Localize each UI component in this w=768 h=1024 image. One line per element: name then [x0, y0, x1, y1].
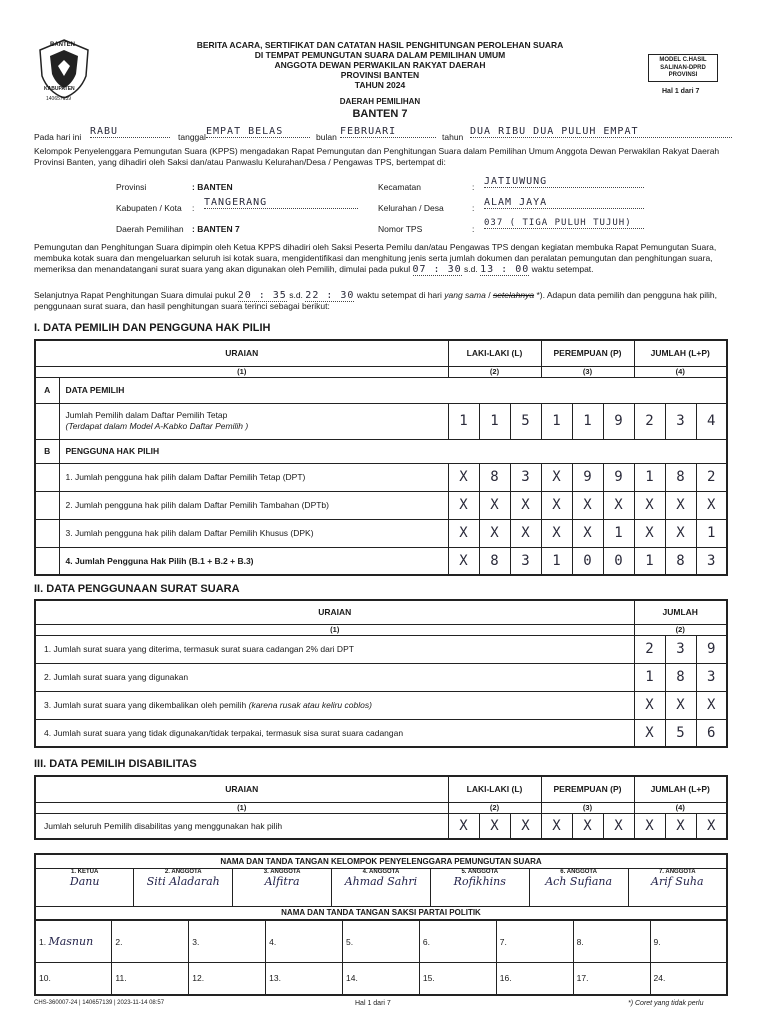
saksi-sig-title: NAMA DAN TANDA TANGAN SAKSI PARTAI POLITIK — [35, 906, 727, 920]
s3-head-p: PEREMPUAN (P) — [541, 776, 634, 802]
s3-digit: X — [603, 813, 634, 839]
s3-digit: X — [541, 813, 572, 839]
end-time: 13 : 00 — [480, 264, 530, 275]
s2-row-text-cell — [35, 691, 634, 719]
hari-value: RABU — [90, 126, 170, 138]
s1-b-digit: X — [665, 519, 696, 547]
s1-b-digit: 1 — [634, 463, 665, 491]
intro-line — [34, 126, 734, 146]
daerah-value: BANTEN 7 — [352, 108, 408, 120]
saksi-cell — [496, 921, 573, 963]
s1-b-digit: 0 — [603, 547, 634, 575]
s2-digit: 1 — [634, 663, 665, 691]
kecamatan-value: JATIUWUNG — [484, 176, 644, 188]
header-line-4: PROVINSI BANTEN — [340, 70, 420, 80]
s3-head-uraian: URAIAN — [35, 776, 448, 802]
s1-b-digit: X — [510, 519, 541, 547]
kpps-role: 5. ANGGOTA — [461, 868, 499, 875]
s1-b-label: B — [35, 439, 59, 463]
s1-b-digit: 1 — [541, 547, 572, 575]
kpps-signature: Ach Sufiana — [545, 874, 613, 888]
saksi-cell — [650, 963, 727, 995]
s3-digit: X — [572, 813, 603, 839]
saksi-num: 14. — [346, 973, 358, 984]
section1-title: I. DATA PEMILIH DAN PENGGUNA HAK PILIH — [34, 322, 271, 334]
s1-b-row — [35, 463, 727, 491]
bulan-value: FEBRUARI — [340, 126, 436, 138]
s3-row-text: Jumlah seluruh Pemilih disabilitas yang menggunakan hak pilih — [35, 813, 448, 839]
s2-row — [35, 719, 727, 747]
kelurahan-colon: : — [472, 203, 475, 213]
model-line-2: SALINAN-DPRD — [660, 64, 706, 71]
saksi-cell — [419, 921, 496, 963]
body-paragraph-1 — [34, 242, 734, 275]
s1-b-digit: X — [479, 519, 510, 547]
s1-num-4: (4) — [634, 366, 727, 377]
kabupaten-label: Kabupaten / Kota — [116, 203, 182, 213]
s3-digit: X — [448, 813, 479, 839]
saksi-num: 11. — [115, 973, 127, 984]
signature-table — [34, 853, 728, 921]
kabupaten-colon: : — [192, 203, 195, 213]
kpps-role: 6. ANGGOTA — [560, 868, 597, 875]
provinsi-label: Provinsi — [116, 182, 147, 192]
s1-b-digit: X — [603, 491, 634, 519]
saksi-num: 4. — [269, 936, 277, 947]
s3-digit: X — [696, 813, 727, 839]
s1-a-row — [35, 403, 727, 439]
s1-b-digit: 8 — [665, 463, 696, 491]
s2-row-text: 1. Jumlah surat suara yang diterima, termasuk surat suara cadangan 2% dari DPT — [35, 635, 634, 663]
s1-b-digit: X — [510, 491, 541, 519]
s2-digit: X — [665, 691, 696, 719]
s1-b-digit: X — [448, 491, 479, 519]
dapil-value: : BANTEN 7 — [192, 224, 240, 234]
s1-b-digit: 2 — [696, 463, 727, 491]
kpps-signature: Ahmad Sahri — [344, 874, 418, 888]
s1-num-2: (2) — [448, 366, 541, 377]
s1-b-row-text: 4. Jumlah Pengguna Hak Pilih (B.1 + B.2 + B.3) — [59, 547, 448, 575]
section1-table — [34, 339, 728, 576]
s1-b-digit: X — [448, 547, 479, 575]
s2-row-text: 4. Jumlah surat suara yang tidak digunakan/tidak terpakai, termasuk sisa surat suara cadangan — [35, 719, 634, 747]
daerah-label: DAERAH PEMILIHAN — [339, 97, 421, 106]
saksi-cell — [35, 921, 112, 963]
para2-a: Selanjutnya Rapat Penghitungan Suara dimulai pukul — [34, 290, 236, 300]
s1-b-digit: X — [572, 491, 603, 519]
s3-num-1: (1) — [35, 802, 448, 813]
s3-head-j: JUMLAH (L+P) — [634, 776, 727, 802]
s1-a-row-text: Jumlah Pemilih dalam Daftar Pemilih Tetap — [65, 410, 228, 420]
s1-a-digit: 9 — [603, 403, 634, 439]
s1-a-label: A — [35, 377, 59, 403]
s2-digit: X — [634, 691, 665, 719]
s3-head-l: LAKI-LAKI (L) — [448, 776, 541, 802]
s1-a-title: DATA PEMILIH — [59, 377, 727, 403]
kpps-sig-row — [35, 868, 727, 906]
s1-b-digit: 9 — [572, 463, 603, 491]
kpps-role: 2. ANGGOTA — [164, 868, 202, 875]
s1-b-digit: 3 — [510, 547, 541, 575]
waktu-setempat: waktu setempat. — [531, 264, 594, 274]
logo-code: 140657139 — [46, 96, 72, 102]
para2-e: *). Adapun data pemilih dan pengguna hak pilih, penggunaan surat suara, dan hasil penghitungan suara terinci sebagai berikut: — [34, 290, 717, 311]
saksi-cell — [496, 963, 573, 995]
s1-head-j: JUMLAH (L+P) — [634, 340, 727, 366]
s1-a-digit: 1 — [572, 403, 603, 439]
s1-b-row — [35, 491, 727, 519]
s2-row — [35, 635, 727, 663]
model-line-3: PROVINSI — [668, 72, 698, 78]
saksi-cell — [189, 921, 266, 963]
tanggal-value: EMPAT BELAS — [206, 126, 310, 138]
saksi-table — [34, 920, 728, 996]
s1-b-row — [35, 519, 727, 547]
s3-digit: X — [510, 813, 541, 839]
s2-digit: 8 — [665, 663, 696, 691]
s2-num-1: (1) — [35, 624, 634, 635]
sd-1: s.d. — [464, 264, 478, 274]
kpps-sig-cell — [332, 868, 431, 906]
s1-b-digit: X — [448, 463, 479, 491]
model-line-1: MODEL C.HASIL — [659, 57, 707, 63]
saksi-cell — [112, 921, 189, 963]
saksi-cell — [419, 963, 496, 995]
page-number-top: Hal 1 dari 7 — [662, 88, 700, 95]
kpps-signature: Arif Suha — [651, 874, 704, 888]
saksi-cell — [189, 963, 266, 995]
s1-num-3: (3) — [541, 366, 634, 377]
para2-c: yang sama — [444, 290, 486, 300]
saksi-cell — [343, 921, 420, 963]
s1-b-digit: 3 — [510, 463, 541, 491]
s1-head-l: LAKI-LAKI (L) — [448, 340, 541, 366]
s1-b-empty — [35, 491, 59, 519]
kpps-signature: Danu — [69, 874, 100, 888]
s1-b-digit: 1 — [634, 547, 665, 575]
model-box — [648, 54, 718, 82]
s1-a-row-note: (Terdapat dalam Model A-Kabko Daftar Pemilih ) — [65, 421, 249, 431]
s1-b-row-text: 3. Jumlah pengguna hak pilih dalam Daftar Pemilih Khusus (DPK) — [59, 519, 448, 547]
s1-head-p: PEREMPUAN (P) — [541, 340, 634, 366]
s2-head-uraian: URAIAN — [35, 600, 634, 624]
s1-b-digit: 9 — [603, 463, 634, 491]
kpps-role: 4. ANGGOTA — [362, 868, 400, 875]
saksi-num: 6. — [422, 936, 430, 947]
tps-colon: : — [472, 224, 475, 234]
section3-title: III. DATA PEMILIH DISABILITAS — [34, 758, 197, 770]
kecamatan-colon: : — [472, 182, 475, 192]
kpps-sig-cell — [134, 868, 233, 906]
s3-num-4: (4) — [634, 802, 727, 813]
logo-text-bottom: KABUPATEN — [44, 86, 75, 92]
count-start: 20 : 35 — [237, 290, 287, 301]
s2-row-text: 3. Jumlah surat suara yang dikembalikan oleh pemilih — [44, 700, 247, 710]
tps-label: Nomor TPS — [378, 224, 423, 234]
saksi-num: 9. — [653, 936, 661, 947]
saksi-cell — [573, 963, 650, 995]
saksi-num: 16. — [499, 973, 512, 984]
kpps-sig-cell — [430, 868, 529, 906]
saksi-num: 1. — [39, 937, 47, 947]
saksi-cell — [112, 963, 189, 995]
count-end: 22 : 30 — [305, 290, 355, 301]
section2-table — [34, 599, 728, 748]
s1-a-digit: 4 — [696, 403, 727, 439]
s2-digit: 6 — [696, 719, 727, 747]
s1-b-digit: X — [541, 519, 572, 547]
header-line-3: ANGGOTA DEWAN PERWAKILAN RAKYAT DAERAH — [274, 60, 486, 70]
saksi-cell — [650, 921, 727, 963]
s2-row-note: (karena rusak atau keliru coblos) — [248, 700, 372, 710]
s1-b-digit: 0 — [572, 547, 603, 575]
saksi-cell — [35, 963, 112, 995]
s1-b-row-text: 2. Jumlah pengguna hak pilih dalam Daftar Pemilih Tambahan (DPTb) — [59, 491, 448, 519]
s1-num-1: (1) — [35, 366, 448, 377]
body-paragraph-2: Selanjutnya Rapat Penghitungan Suara dimulai pukul 20 : 35 s.d. 22 : 30 waktu setempat di hari yang sama / setelahnya *). Adapun data pemilih dan pengguna hak pilih, penggunaan surat suara, dan hasil penghitungan suara terinci sebagai berikut: — [34, 290, 717, 311]
s1-b-digit: 8 — [665, 547, 696, 575]
kpps-sig-cell — [233, 868, 332, 906]
s1-b-digit: X — [634, 519, 665, 547]
provinsi-value: : BANTEN — [192, 182, 233, 192]
s1-b-digit: 8 — [479, 463, 510, 491]
s2-row-text: 2. Jumlah surat suara yang digunakan — [35, 663, 634, 691]
saksi-num: 5. — [346, 936, 354, 947]
s2-num-2: (2) — [634, 624, 727, 635]
footer-left: CHS-360007-24 | 140657139 | 2023-11-14 08:57 — [34, 1000, 165, 1006]
s2-digit: 3 — [665, 635, 696, 663]
logo-text-top: BANTEN — [50, 42, 75, 48]
s1-b-empty — [35, 547, 59, 575]
s1-b-digit: X — [448, 519, 479, 547]
s3-digit: X — [479, 813, 510, 839]
s1-b-digit: 1 — [696, 519, 727, 547]
s2-head-jumlah: JUMLAH — [634, 600, 727, 624]
s1-a-digit: 1 — [448, 403, 479, 439]
saksi-num: 24. — [653, 973, 666, 984]
s3-digit: X — [665, 813, 696, 839]
s1-a-empty — [35, 403, 59, 439]
s2-digit: 9 — [696, 635, 727, 663]
s2-digit: X — [696, 691, 727, 719]
s3-row — [35, 813, 727, 839]
bulan-label: bulan — [316, 132, 337, 142]
tps-value: 037 ( TIGA PULUH TUJUH) — [484, 218, 644, 229]
s1-a-text-cell — [59, 403, 448, 439]
s1-b-row-text: 1. Jumlah pengguna hak pilih dalam Daftar Pemilih Tetap (DPT) — [59, 463, 448, 491]
saksi-num: 7. — [499, 936, 507, 947]
s1-b-title: PENGGUNA HAK PILIH — [59, 439, 727, 463]
kpps-sig-cell — [35, 868, 134, 906]
saksi-cell — [343, 963, 420, 995]
s2-row — [35, 663, 727, 691]
s1-a-digit: 1 — [541, 403, 572, 439]
s1-b-digit: 8 — [479, 547, 510, 575]
s2-row — [35, 691, 727, 719]
intro-paragraph: Kelompok Penyelenggara Pemungutan Suara (KPPS) mengadakan Rapat Pemungutan dan Penghitungan Suara dalam Pemilihan Umum Anggota Dewan Perwakilan Rakyat Daerah Provinsi Banten, yang dihadiri oleh Saksi dan/atau Panwaslu Kelurahan/Desa / Pengawas TPS, bertempat di: — [34, 146, 720, 167]
s1-b-digit: X — [541, 463, 572, 491]
sd-2: s.d. — [289, 290, 303, 300]
para2-b: waktu setempat di hari — [356, 290, 442, 300]
footer-center: Hal 1 dari 7 — [355, 1000, 391, 1007]
kpps-sig-cell — [628, 868, 727, 906]
s2-digit: 3 — [696, 663, 727, 691]
kabupaten-value: TANGERANG — [204, 197, 358, 209]
header-line-5: TAHUN 2024 — [354, 80, 406, 90]
saksi-num: 8. — [576, 936, 584, 947]
section2-title: II. DATA PENGGUNAAN SURAT SUARA — [34, 583, 240, 595]
saksi-cell — [573, 921, 650, 963]
dapil-label: Daerah Pemilihan — [116, 224, 184, 234]
s1-b-digit: X — [665, 491, 696, 519]
saksi-num: 12. — [192, 973, 205, 984]
saksi-num: 15. — [422, 973, 435, 984]
s2-digit: X — [634, 719, 665, 747]
tanggal-label: tanggal — [178, 132, 206, 142]
para1-text: Pemungutan dan Penghitungan Suara dipimpin oleh Ketua KPPS dihadiri oleh Saksi Peserta Pemilu dan/atau Pengawas TPS dengan kegiatan membuka Rapat Pemungutan Suara, membuka kotak suara dan mengeluarkan seluruh isi kotak suara, mengidentifikasi dan menghitung jenis serta jumlah dokumen dan peralatan pemungutan dan penghitungan suara, memeriksa dan menandatangani surat suara yang akan digunakan oleh Pemilih, dimulai pada pukul — [34, 242, 717, 274]
s1-b-empty — [35, 519, 59, 547]
saksi-signature: Masnun — [48, 935, 94, 948]
kpps-role: 3. ANGGOTA — [263, 868, 301, 875]
footer-right: *) Coret yang tidak perlu — [628, 1000, 704, 1007]
s1-b-digit: X — [634, 491, 665, 519]
kpps-sig-title: NAMA DAN TANDA TANGAN KELOMPOK PENYELENGGARA PEMUNGUTAN SUARA — [35, 854, 727, 868]
kelurahan-value: ALAM JAYA — [484, 197, 644, 209]
s1-a-digit: 3 — [665, 403, 696, 439]
kpps-signature: Rofikhins — [453, 874, 506, 888]
kelurahan-label: Kelurahan / Desa — [378, 203, 444, 213]
s3-digit: X — [634, 813, 665, 839]
s1-head-uraian: URAIAN — [35, 340, 448, 366]
saksi-num: 17. — [576, 973, 589, 984]
kpps-role: 7. ANGGOTA — [658, 868, 696, 875]
tahun-label: tahun — [442, 132, 464, 142]
saksi-num: 13. — [269, 973, 281, 984]
tahun-value: DUA RIBU DUA PULUH EMPAT — [470, 126, 732, 138]
saksi-num: 3. — [192, 937, 200, 947]
header-line-2: DI TEMPAT PEMUNGUTAN SUARA DALAM PEMILIHAN UMUM — [254, 50, 506, 60]
s1-b-digit: 1 — [603, 519, 634, 547]
s1-b-empty — [35, 463, 59, 491]
start-time: 07 : 30 — [412, 264, 462, 275]
s3-num-3: (3) — [541, 802, 634, 813]
s1-b-row-total — [35, 547, 727, 575]
kpps-signature: Siti Aladarah — [146, 874, 220, 888]
s2-digit: 5 — [665, 719, 696, 747]
kpps-signature: Alfitra — [264, 874, 300, 888]
s1-b-digit: X — [572, 519, 603, 547]
s1-b-digit: 3 — [696, 547, 727, 575]
s2-digit: 2 — [634, 635, 665, 663]
header-line-1: BERITA ACARA, SERTIFIKAT DAN CATATAN HASIL PENGHITUNGAN PEROLEHAN SUARA — [196, 40, 564, 50]
kpps-sig-cell — [529, 868, 628, 906]
saksi-row-2 — [35, 963, 727, 995]
s1-b-digit: X — [696, 491, 727, 519]
saksi-num: 10. — [39, 973, 51, 984]
s1-a-digit: 1 — [479, 403, 510, 439]
saksi-cell — [266, 963, 343, 995]
saksi-row-1 — [35, 921, 727, 963]
kecamatan-label: Kecamatan — [378, 182, 421, 192]
section3-table — [34, 775, 728, 840]
kpps-role: 1. KETUA — [71, 868, 99, 875]
s1-b-digit: X — [479, 491, 510, 519]
pada-hari-ini-label: Pada hari ini — [34, 132, 82, 142]
saksi-cell — [266, 921, 343, 963]
para2-d: setelahnya — [492, 290, 535, 300]
s3-num-2: (2) — [448, 802, 541, 813]
saksi-num: 2. — [115, 937, 123, 947]
s1-a-digit: 5 — [510, 403, 541, 439]
s1-b-digit: X — [541, 491, 572, 519]
s1-a-digit: 2 — [634, 403, 665, 439]
